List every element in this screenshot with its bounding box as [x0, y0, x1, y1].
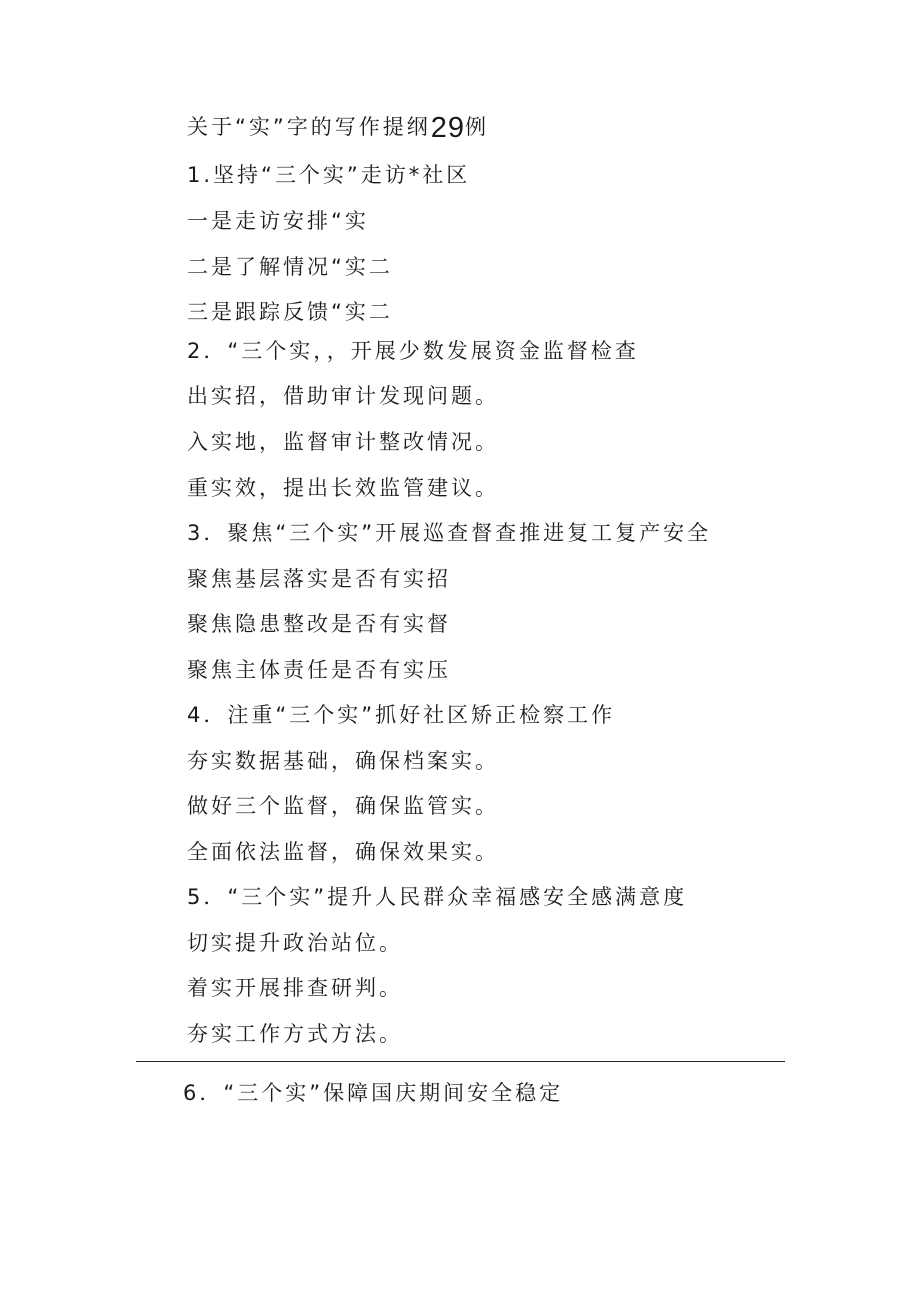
text-line: 重实效，提出长效监管建议。 [187, 476, 499, 500]
text-line: 着实开展排查研判。 [187, 976, 403, 1000]
text-line: 三是跟踪反馈“实二 [187, 300, 393, 324]
text-line: 入实地，监督审计整改情况。 [187, 430, 499, 454]
text-line: 二是了解情况“实二 [187, 255, 393, 279]
text-line: 全面依法监督，确保效果实。 [187, 840, 499, 864]
section-heading-1: 1.坚持“三个实”走访*社区 [187, 163, 471, 187]
text-line: 聚焦基层落实是否有实招 [187, 567, 451, 591]
text-line: 一是走访安排“实 [187, 209, 369, 233]
section-heading-4: 4．注重“三个实”抓好社区矫正检察工作 [187, 703, 616, 727]
text-line: 夯实数据基础，确保档案实。 [187, 749, 499, 773]
text-line: 出实招，借助审计发现问题。 [187, 384, 499, 408]
section-heading-3: 3．聚焦“三个实”开展巡查督查推进复工复产安全 [187, 521, 712, 545]
text-line: 聚焦主体责任是否有实压 [187, 658, 451, 682]
section-heading-5: 5．“三个实”提升人民群众幸福感安全感满意度 [187, 885, 688, 909]
page-divider [136, 1061, 785, 1062]
section-heading-2: 2．“三个实，，开展少数发展资金监督检查 [187, 339, 639, 363]
text-line: 夯实工作方式方法。 [187, 1022, 403, 1046]
section-heading-6: 6．“三个实”保障国庆期间安全稳定 [183, 1081, 564, 1105]
title-suffix: 例 [465, 115, 490, 139]
title-prefix: 关于“实”字的写作提纲 [187, 115, 431, 139]
title-number: 29 [430, 112, 466, 144]
document-title [187, 112, 489, 143]
text-line: 做好三个监督，确保监管实。 [187, 794, 499, 818]
text-line: 聚焦隐患整改是否有实督 [187, 612, 451, 636]
text-line: 切实提升政治站位。 [187, 931, 403, 955]
